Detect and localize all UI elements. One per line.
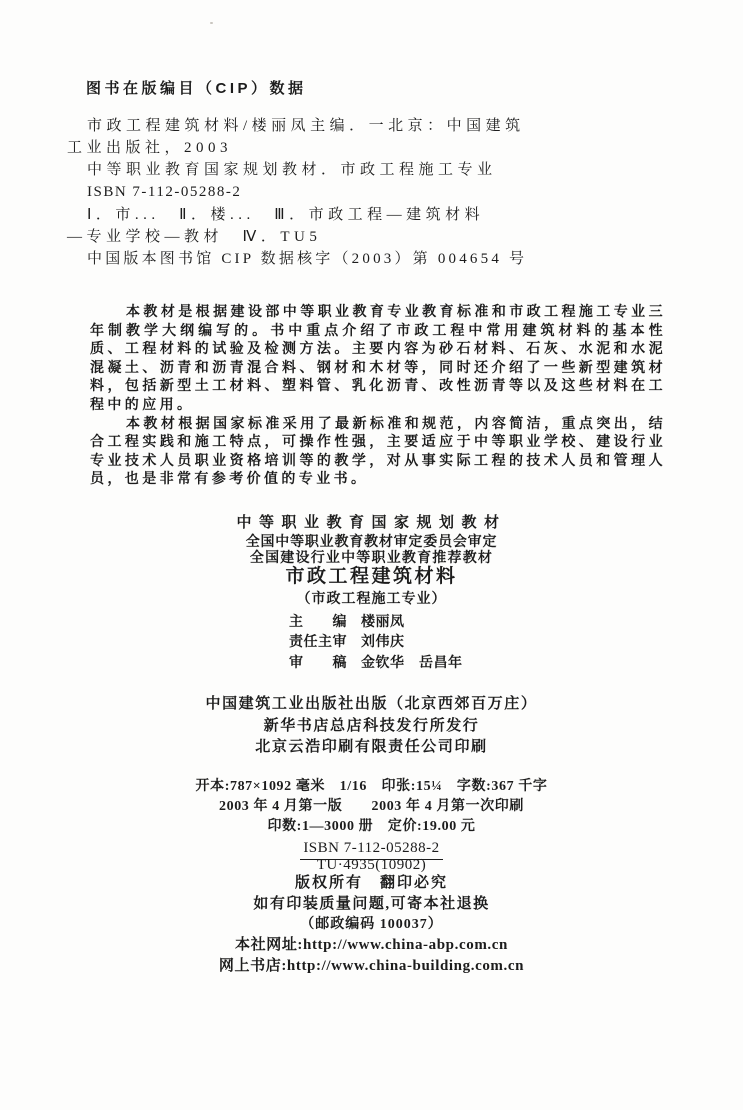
quality-return-notice: 如有印装质量问题,可寄本社退换 xyxy=(253,896,490,912)
credit-role: 责任主审 xyxy=(289,633,347,649)
cip-record-number: 中国版本图书馆 CIP 数据核字（2003）第 004654 号 xyxy=(87,251,528,267)
online-bookstore-line: 网上书店:http://www.china-building.com.cn xyxy=(218,958,525,974)
credit-row-responsible-reviewer xyxy=(289,631,405,651)
credit-row-manuscript-reviewers xyxy=(289,652,463,672)
cip-series-note: 中等职业教育国家规划教材．市政工程施工专业 xyxy=(87,162,497,178)
book-description xyxy=(90,302,666,488)
cip-classification-line1: Ⅰ．市... Ⅱ．楼... Ⅲ．市政工程—建筑材料 xyxy=(87,207,485,223)
tu-classification-code: TU·4935(10902) xyxy=(316,857,427,873)
edition-line: 2003 年 4 月第一版 2003 年 4 月第一次印刷 xyxy=(219,799,524,814)
credit-role: 审 稿 xyxy=(289,654,347,670)
format-spec-line: 开本:787×1092 毫米 1/16 印张:15¼ 字数:367 千字 xyxy=(195,779,548,794)
publisher-website-line: 本社网址:http://www.china-abp.com.cn xyxy=(235,937,508,953)
series-line-planned-textbook: 中等职业教育国家规划教材 xyxy=(236,514,507,531)
cip-heading: 图书在版编目（CIP）数据 xyxy=(86,80,307,97)
publisher-line: 中国建筑工业出版社出版（北京西郊百万庄） xyxy=(205,696,538,712)
credit-names: 金钦华 岳昌年 xyxy=(361,654,463,670)
series-line-recommended: 全国建设行业中等职业教育推荐教材 xyxy=(249,549,494,565)
credit-names: 刘伟庆 xyxy=(361,633,405,649)
cip-entry-line1: 市政工程建筑材料/楼丽凤主编．一北京：中国建筑 xyxy=(87,118,525,134)
copyright-notice: 版权所有 翻印必究 xyxy=(294,874,448,891)
printer-line: 北京云浩印刷有限责任公司印刷 xyxy=(255,739,488,755)
scan-speck xyxy=(210,22,213,24)
series-line-approval: 全国中等职业教育教材审定委员会审定 xyxy=(245,533,498,549)
cip-classification-line2: —专业学校—教材 Ⅳ．TU5 xyxy=(67,229,322,245)
credit-role: 主 编 xyxy=(289,613,347,629)
credit-names: 楼丽凤 xyxy=(361,613,405,629)
book-subtitle: （市政工程施工专业） xyxy=(296,590,447,606)
print-run-price-line: 印数:1—3000 册 定价:19.00 元 xyxy=(267,819,476,834)
credit-row-chief-editor xyxy=(289,611,405,631)
cip-isbn: ISBN 7-112-05288-2 xyxy=(87,184,242,200)
distributor-line: 新华书店总店科技发行所发行 xyxy=(263,718,480,734)
book-title: 市政工程建筑材料 xyxy=(285,566,458,587)
description-paragraph-1: 本教材是根据建设部中等职业教育专业教育标准和市政工程施工专业三年制教学大纲编写的。书中重点介绍了市政工程中常用建筑材料的基本性质、工程材料的试验及检测方法。主要内容为砂石材料、石灰、水泥和水泥混凝土、沥青和沥青混合料、钢材和木材等，同时还介绍了一些新型建筑材料，包括新型土工材料、塑料管、乳化沥青、改性沥青等以及这些材料在工程中的应用。 xyxy=(90,303,666,412)
isbn-number: ISBN 7-112-05288-2 xyxy=(300,839,442,860)
cip-entry-line2: 工业出版社，2003 xyxy=(67,140,233,156)
description-paragraph-2: 本教材根据国家标准采用了最新标准和规范，内容简洁，重点突出，结合工程实践和施工特点，可操作性强，主要适应于中等职业学校、建设行业专业技术人员职业资格培训等的教学，对从事实际工程的技术人员和管理人员，也是非常有参考价值的专业书。 xyxy=(90,414,666,487)
postal-code: （邮政编码 100037） xyxy=(300,917,443,932)
